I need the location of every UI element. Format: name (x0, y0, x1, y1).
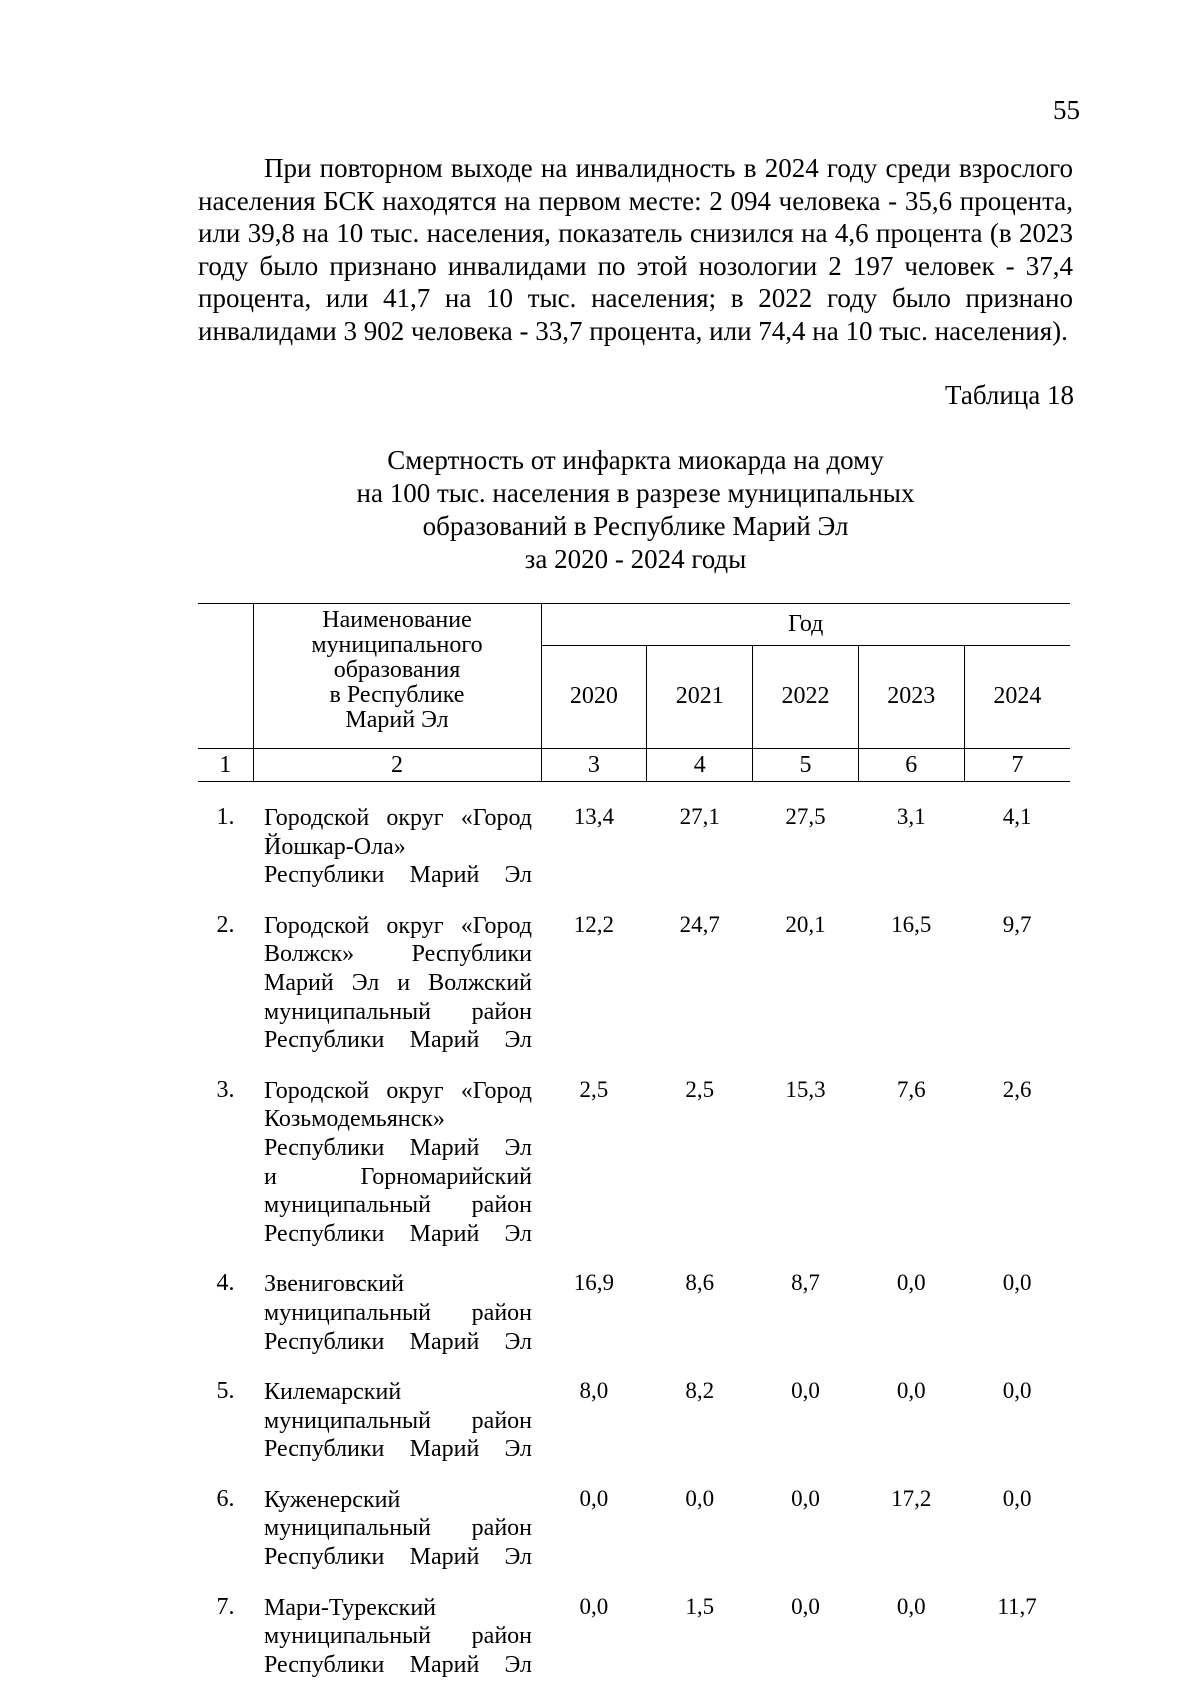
municipality-name-line: муниципальный район (264, 1192, 532, 1219)
value-cell: 2,5 (579, 1076, 609, 1102)
municipality-name (253, 1486, 541, 1572)
column-number: 7 (964, 749, 1070, 782)
municipality-name-line: Волжск» Республики (264, 941, 532, 968)
municipality-name-line: Мари-Турекский (264, 1594, 437, 1621)
row-index: 3. (216, 1076, 235, 1103)
table-title-line: за 2020 - 2024 годы (524, 544, 747, 574)
municipality-name-line: Килемарский (264, 1379, 402, 1406)
row-spacer (198, 1248, 1070, 1270)
municipality-name-line: Куженерский (264, 1486, 401, 1513)
municipality-name-line: Звениговский (264, 1271, 404, 1298)
header-year-group: Год (541, 604, 1070, 646)
value-cell: 0,0 (791, 1378, 820, 1404)
table-body (198, 782, 1070, 1680)
value-cell: 7,6 (896, 1076, 926, 1102)
value-cell: 20,1 (785, 911, 826, 937)
municipality-name (253, 1077, 541, 1249)
row-spacer (198, 1055, 1070, 1077)
row-index: 1. (216, 804, 235, 830)
value-cell: 9,7 (1002, 911, 1032, 937)
municipality-name (253, 1270, 541, 1356)
value-cell: 2,5 (685, 1076, 715, 1102)
value-cell: 0,0 (1002, 1378, 1032, 1404)
table-row (198, 804, 1070, 890)
value-cell: 8,7 (791, 1270, 820, 1296)
municipality-name-line: Республики Марий Эл (264, 1220, 532, 1247)
value-cell: 0,0 (791, 1485, 820, 1511)
row-spacer (198, 890, 1070, 912)
value-cell: 0,0 (896, 1593, 926, 1619)
table-row (198, 1077, 1070, 1249)
municipality-name (253, 1594, 541, 1680)
value-cell: 8,2 (685, 1378, 715, 1404)
value-cell: 0,0 (1002, 1270, 1032, 1296)
header-year: 2024 (993, 683, 1042, 710)
municipality-name-line: муниципальный район (264, 998, 532, 1025)
row-spacer (198, 1464, 1070, 1486)
municipality-name-line: Йошкар-Ола» (264, 833, 406, 860)
header-name-line: образования (333, 657, 461, 683)
value-cell: 24,7 (679, 911, 720, 937)
table-title (198, 444, 1073, 576)
mortality-table (198, 603, 1070, 1679)
column-number: 1 (198, 749, 253, 782)
column-number: 4 (647, 749, 753, 782)
table-row (198, 912, 1070, 1055)
row-spacer (198, 1356, 1070, 1378)
row-index: 6. (216, 1485, 235, 1512)
header-year: 2023 (858, 645, 964, 748)
column-number: 2 (253, 749, 541, 782)
column-number: 6 (858, 749, 964, 782)
value-cell: 27,1 (679, 804, 720, 829)
row-index: 7. (216, 1593, 235, 1620)
value-cell: 1,5 (685, 1593, 715, 1619)
value-cell: 11,7 (997, 1593, 1037, 1619)
municipality-name-line: Марий Эл и Волжский (264, 969, 532, 996)
value-cell: 0,0 (579, 1485, 609, 1511)
row-index: 4. (216, 1270, 235, 1297)
value-cell: 13,4 (573, 804, 615, 829)
municipality-name-line: Республики Марий Эл (264, 1328, 532, 1355)
municipality-name-line: муниципальный район (264, 1407, 532, 1434)
value-cell: 27,5 (785, 804, 826, 829)
value-cell: 8,0 (579, 1378, 609, 1404)
municipality-name-line: муниципальный район (264, 1623, 532, 1650)
value-cell: 17,2 (891, 1485, 932, 1511)
header-name-line: Наименование (322, 607, 472, 633)
header-name-line: Марий Эл (345, 707, 449, 733)
value-cell: 0,0 (791, 1593, 820, 1619)
header-name-line: муниципального (311, 632, 483, 658)
table-title-line: Смертность от инфаркта миокарда на дому (387, 445, 884, 475)
municipality-name-line: муниципальный район (264, 1299, 532, 1326)
table-row (198, 1594, 1070, 1680)
table-row (198, 1486, 1070, 1572)
value-cell: 4,1 (1002, 804, 1032, 829)
row-index: 5. (216, 1378, 235, 1405)
municipality-name-line: Городской округ «Город (264, 805, 532, 831)
value-cell: 0,0 (579, 1593, 609, 1619)
header-name-line: в Республике (329, 682, 465, 708)
row-index: 2. (216, 911, 235, 938)
municipality-name (253, 912, 541, 1055)
header-year: 2022 (753, 645, 859, 748)
municipality-name-line: Республики Марий Эл (264, 1544, 532, 1571)
municipality-name-line: Республики Марий Эл (264, 1134, 532, 1161)
value-cell: 16,9 (573, 1270, 615, 1296)
header-index-cell (198, 604, 253, 749)
table-title-line: образований в Республике Марий Эл (422, 511, 849, 541)
row-spacer (198, 782, 1070, 805)
value-cell: 0,0 (685, 1485, 715, 1511)
column-number: 5 (753, 749, 859, 782)
municipality-name-line: Городской округ «Город (264, 1077, 532, 1104)
header-name-cell (253, 604, 541, 749)
body-paragraph: При повторном выходе на инвалидность в 2024 году среди взрослого населения БСК находятся на первом месте: 2 094 человека - 35,6 процента, или 39,8 на 10 тыс. населения, показатель снизился на 4,6 процента (в 2023 году было признано инвалидами по этой нозологии 2 197 человек - 37,4 процента, или 41,7 на 10 тыс. населения; в 2022 году было признано инвалидами 3 902 человека - 33,7 процента, или 74,4 на 10 тыс. населения). (198, 153, 1073, 346)
page-number: 55 (1053, 95, 1080, 125)
municipality-name-line: Козьмодемьянск» (264, 1106, 445, 1133)
column-number: 3 (541, 749, 647, 782)
row-spacer (198, 1572, 1070, 1594)
header-year: 2021 (647, 645, 753, 748)
value-cell: 0,0 (896, 1270, 926, 1296)
value-cell: 2,6 (1002, 1076, 1032, 1102)
municipality-name-line: муниципальный район (264, 1515, 532, 1542)
municipality-name-line: Городской округ «Город (264, 912, 532, 939)
municipality-name-line: Республики Марий Эл (264, 1027, 532, 1054)
value-cell: 0,0 (1002, 1485, 1032, 1511)
value-cell: 15,3 (785, 1076, 826, 1102)
value-cell: 8,6 (685, 1270, 715, 1296)
table-row (198, 1378, 1070, 1464)
municipality-name-line: Республики Марий Эл (264, 1436, 532, 1463)
municipality-name (253, 1378, 541, 1464)
table-title-line: на 100 тыс. населения в разрезе муниципальных (356, 478, 915, 508)
value-cell: 3,1 (896, 804, 926, 829)
value-cell: 12,2 (573, 911, 615, 937)
municipality-name-line: и Горномарийский (264, 1163, 532, 1190)
municipality-name (253, 804, 541, 890)
value-cell: 0,0 (896, 1378, 926, 1404)
municipality-name-line: Республики Марий Эл (264, 1651, 532, 1678)
table-row (198, 1270, 1070, 1356)
table-label: Таблица 18 (945, 380, 1074, 410)
municipality-name-line: Республики Марий Эл (264, 862, 532, 889)
value-cell: 16,5 (891, 911, 932, 937)
header-year: 2020 (541, 645, 647, 748)
